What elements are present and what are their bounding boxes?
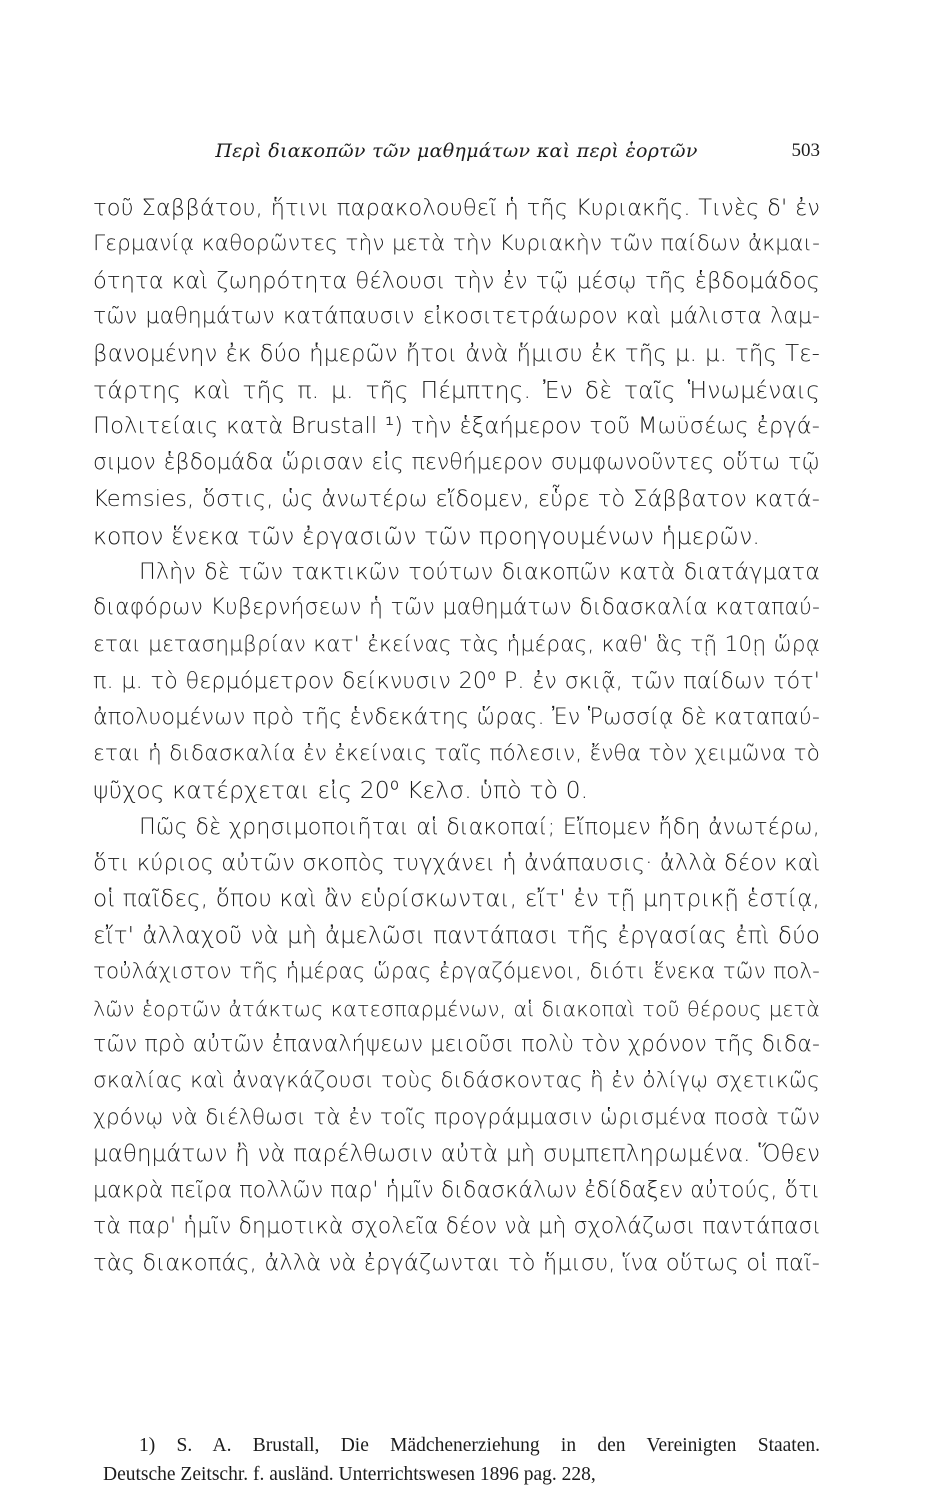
text-line: ότητα καὶ ζωηρότητα θέλουσι τὴν ἐν τῷ μέσῳ τῆς ἑβδομάδος (93, 267, 820, 294)
running-head (93, 140, 820, 170)
footnote-line: 1) S. A. Brustall, Die Mädchenerziehung in den Vereinigten Staaten. (139, 1435, 820, 1456)
text-line: Πλὴν δὲ τῶν τακτικῶν τούτων διακοπῶν κατὰ διατάγματα (139, 558, 820, 585)
text-line: τῶν μαθημάτων κατάπαυσιν εἰκοσιτετράωρον καὶ μάλιστα λαμ- (93, 304, 820, 330)
text-line: τῶν πρὸ αὐτῶν ἐπαναλήψεων μειοῦσι πολὺ τὸν χρόνον τῆς διδα- (93, 1031, 820, 1057)
footnote-line: Deutsche Zeitschr. f. ausländ. Unterrichtswesen 1896 pag. 228, (103, 1464, 596, 1485)
text-line: ἀπολυομένων πρὸ τῆς ἑνδεκάτης ὥρας. Ἐν Ῥωσσίᾳ δὲ καταπαύ- (93, 704, 820, 731)
text-line: Kemsies, ὅστις, ὡς ἀνωτέρω εἴδομεν, εὗρε τὸ Σάββατον κατά- (93, 486, 820, 513)
text-line: μαθημάτων ἢ νὰ παρέλθωσιν αὐτὰ μὴ συμπεπληρωμένα. Ὅθεν (93, 1141, 820, 1168)
text-line: τὰς διακοπάς, ἀλλὰ νὰ ἐργάζωνται τὸ ἥμισυ, ἵνα οὕτως οἱ παῖ- (93, 1250, 820, 1277)
text-line: λῶν ἑορτῶν ἀτάκτως κατεσπαρμένων, αἱ διακοπαὶ τοῦ θέρους μετὰ (93, 996, 820, 1021)
text-line: εται μετασημβρίαν κατ' ἐκείνας τὰς ἡμέρας, καθ' ἃς τῇ 10ῃ ὥρᾳ (93, 631, 820, 657)
text-line: ψῦχος κατέρχεται εἰς 20⁰ Κελσ. ὑπὸ τὸ 0. (93, 776, 589, 805)
text-line: σιμον ἑβδομάδα ὥρισαν εἰς πενθήμερον συμφωνοῦντες οὕτω τῷ (93, 449, 820, 475)
text-line: τάρτης καὶ τῆς π. μ. τῆς Πέμπτης. Ἐν δὲ ταῖς Ἡνωμέναις (93, 375, 820, 404)
text-line: Γερμανίᾳ καθορῶντες τὴν μετὰ τὴν Κυριακὴν τῶν παίδων ἀκμαι- (93, 231, 820, 257)
text-line: τοῦ Σαββάτου, ἥτινι παρακολουθεῖ ἡ τῆς Κυριακῆς. Τινὲς δ' ἐν (93, 195, 820, 221)
text-line: τοὐλάχιστον τῆς ἡμέρας ὥρας ἐργαζόμενοι, διότι ἕνεκα τῶν πολ- (93, 959, 820, 985)
footnote (93, 1431, 820, 1489)
text-line: Πῶς δὲ χρησιμοποιῆται αἱ διακοπαί; Εἴπομεν ἤδη ἀνωτέρω, (139, 813, 820, 840)
text-line: π. μ. τὸ θερμόμετρον δείκνυσιν 20⁰ Ρ. ἐν σκιᾷ, τῶν παίδων τότ' (93, 668, 820, 695)
page-number: 503 (791, 140, 820, 161)
text-line: τὰ παρ' ἡμῖν δημοτικὰ σχολεῖα δέον νὰ μὴ σχολάζωσι παντάπασι (93, 1213, 822, 1239)
text-line: κοπον ἕνεκα τῶν ἐργασιῶν τῶν προηγουμένων ἡμερῶν. (93, 521, 760, 550)
text-line: διαφόρων Κυβερνήσεων ἡ τῶν μαθημάτων διδασκαλία καταπαύ- (93, 595, 820, 621)
text-line: ὅτι κύριος αὐτῶν σκοπὸς τυγχάνει ἡ ἀνάπαυσις· ἀλλὰ δέον καὶ (93, 850, 821, 877)
text-line: βανομένην ἐκ δύο ἡμερῶν ἤτοι ἀνὰ ἥμισυ ἐκ τῆς μ. μ. τῆς Τε- (93, 340, 820, 367)
text-line: μακρὰ πεῖρα πολλῶν παρ' ἡμῖν διδασκάλων ἐδίδαξεν αὐτούς, ὅτι (93, 1177, 821, 1203)
text-line: Πολιτείαις κατὰ Brustall ¹) τὴν ἑξαήμερον τοῦ Μωϋσέως ἐργά- (93, 413, 820, 440)
body-text (93, 190, 820, 1282)
text-line: εἴτ' ἀλλαχοῦ νὰ μὴ ἀμελῶσι παντάπασι τῆς ἐργασίας ἐπὶ δύο (93, 921, 820, 949)
text-line: χρόνῳ νὰ διέλθωσι τὰ ἐν τοῖς προγράμμασιν ὡρισμένα ποσὰ τῶν (93, 1104, 820, 1130)
text-line: σκαλίας καὶ ἀναγκάζουσι τοὺς διδάσκοντας ἢ ἐν ὀλίγῳ σχετικῶς (93, 1068, 820, 1094)
running-title: Περὶ διακοπῶν τῶν μαθημάτων καὶ περὶ ἑορτῶν (215, 140, 698, 162)
text-line: εται ἡ διδασκαλία ἐν ἐκείναις ταῖς πόλεσιν, ἔνθα τὸν χειμῶνα τὸ (93, 740, 820, 766)
text-line: οἱ παῖδες, ὅπου καὶ ἂν εὑρίσκωνται, εἴτ' ἐν τῇ μητρικῇ ἑστίᾳ, (93, 885, 820, 913)
